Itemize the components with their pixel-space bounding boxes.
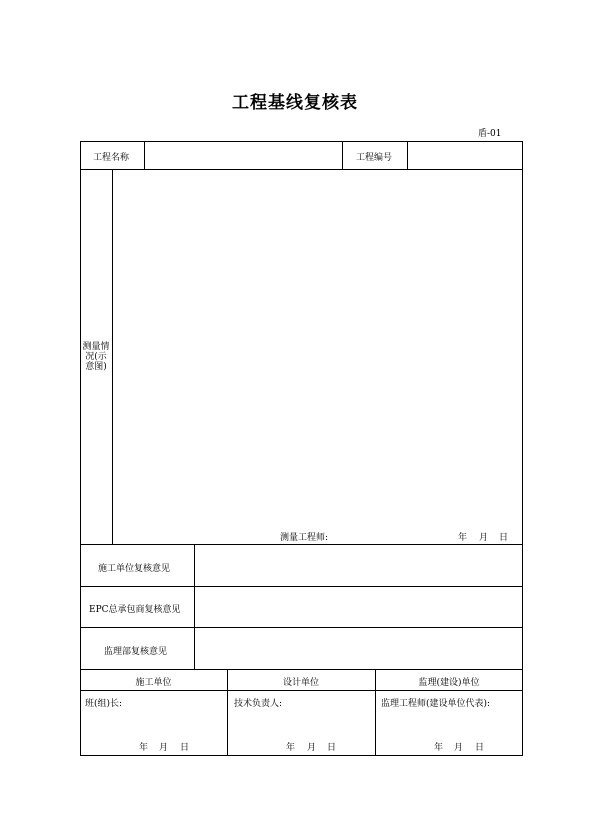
epc-review-field[interactable] <box>196 588 521 626</box>
sign-construction-label: 班(组)长: <box>85 699 123 709</box>
col-divider <box>194 544 195 669</box>
surveyor-label: 测量工程师: <box>280 533 329 543</box>
sign-design-day: 日 <box>327 743 337 753</box>
project-name-field[interactable] <box>150 150 336 164</box>
row-divider <box>80 627 523 628</box>
epc-review-label: EPC总承包商复核意见 <box>89 605 181 615</box>
col-header-design: 设计单位 <box>282 678 319 688</box>
supervision-review-label: 监理部复核意见 <box>104 647 168 657</box>
row-divider <box>80 544 523 545</box>
project-no-label: 工程编号 <box>356 153 393 163</box>
col-header-construction: 施工单位 <box>135 678 172 688</box>
survey-label-line: 况(示 <box>85 352 107 362</box>
sign-construction-month: 月 <box>159 743 169 753</box>
survey-date-month: 月 <box>479 533 489 543</box>
form-code: 盾-01 <box>478 129 502 139</box>
supervision-review-field[interactable] <box>196 629 521 668</box>
survey-label-line: 测量情 <box>82 342 110 352</box>
form-title: 工程基线复核表 <box>232 93 358 113</box>
col-divider <box>112 169 113 544</box>
sign-construction-year: 年 <box>139 743 149 753</box>
row-divider <box>80 586 523 587</box>
survey-date-year: 年 <box>458 533 468 543</box>
project-name-label: 工程名称 <box>93 153 130 163</box>
sign-design-month: 月 <box>307 743 317 753</box>
col-divider <box>342 141 343 169</box>
sign-supervision-year: 年 <box>434 743 444 753</box>
sign-supervision-day: 日 <box>475 743 485 753</box>
sign-supervision-month: 月 <box>454 743 464 753</box>
sign-supervision-label: 监理工程师(建设单位代表): <box>381 699 491 709</box>
col-divider <box>407 141 408 169</box>
col-header-supervision: 监理(建设)单位 <box>418 678 480 688</box>
construction-review-label: 施工单位复核意见 <box>98 564 171 574</box>
row-divider <box>80 669 523 670</box>
row-divider <box>80 169 523 170</box>
construction-review-field[interactable] <box>196 546 521 585</box>
project-no-field[interactable] <box>412 150 517 164</box>
sign-design-year: 年 <box>286 743 296 753</box>
survey-sketch-area[interactable] <box>114 171 521 521</box>
row-divider <box>80 690 523 691</box>
survey-date-day: 日 <box>499 533 509 543</box>
survey-label <box>81 342 111 372</box>
sign-construction-day: 日 <box>180 743 190 753</box>
survey-label-line: 意图) <box>85 362 107 372</box>
col-divider <box>144 141 145 169</box>
sign-design-label: 技术负责人: <box>234 699 283 709</box>
